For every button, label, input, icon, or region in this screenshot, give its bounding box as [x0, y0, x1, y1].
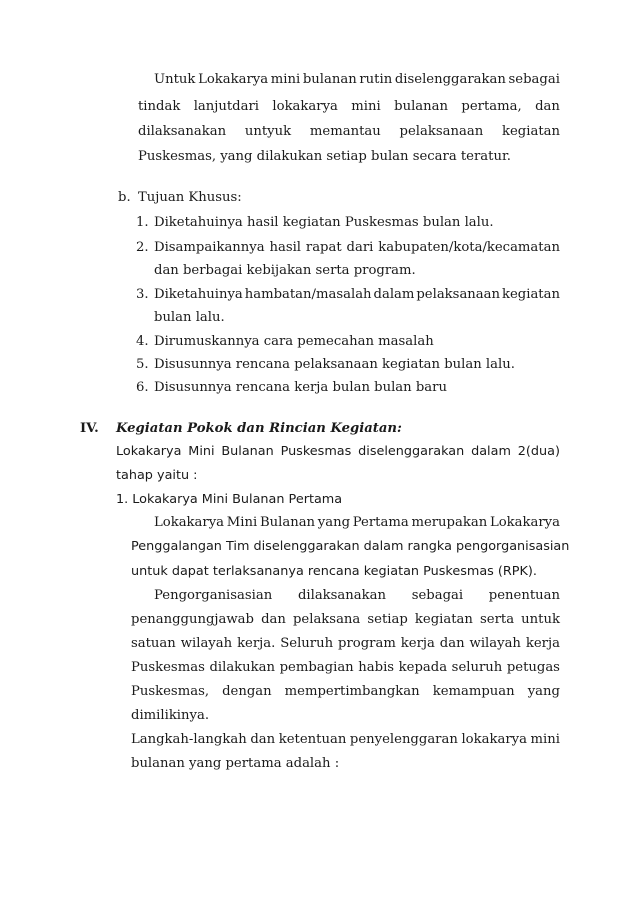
- word: Pengorganisasian: [154, 588, 273, 603]
- subheading: 1. Lokakarya Mini Bulanan Pertama: [116, 492, 343, 507]
- word: diselenggarakan: [358, 444, 465, 459]
- word: kerja.: [237, 636, 276, 651]
- word: penanggungjawab: [131, 612, 254, 627]
- item-number: 4.: [136, 334, 149, 349]
- word: Disampaikannya: [154, 240, 265, 255]
- intro-line-3: [138, 123, 560, 141]
- word: Pertama: [352, 515, 409, 530]
- word: dilaksanakan: [138, 124, 227, 139]
- word: dari: [346, 240, 374, 255]
- word: petugas: [506, 660, 560, 675]
- item-number: 1.: [136, 215, 149, 230]
- list-marker-b: b.: [118, 190, 131, 205]
- word: dilakukan: [209, 660, 276, 675]
- para3-line-2: bulanan yang pertama adalah :: [131, 756, 340, 771]
- word: pertama,: [461, 99, 522, 114]
- word: rapat: [305, 240, 342, 255]
- item-text-cont: dan berbagai kebijakan serta program.: [154, 263, 416, 278]
- intro-line-2: [138, 98, 560, 116]
- word: kegiatan: [414, 612, 473, 627]
- section-title: Kegiatan Pokok dan Rincian Kegiatan:: [116, 421, 402, 436]
- para1-line-1: [154, 514, 560, 532]
- word: memantau: [309, 124, 381, 139]
- item-number: 3.: [136, 287, 149, 302]
- word: kerja: [525, 636, 560, 651]
- word: dan: [250, 732, 276, 747]
- para2-line-2: [131, 611, 560, 629]
- word: pelaksanaan: [416, 287, 501, 302]
- word: Diketahuinya: [154, 287, 243, 302]
- word: Langkah-langkah: [131, 732, 247, 747]
- word: kepada: [398, 660, 448, 675]
- word: Puskesmas,: [131, 684, 210, 699]
- word: Bulanan: [259, 515, 316, 530]
- word: pelaksanaan: [399, 124, 484, 139]
- word: hambatan/masalah: [244, 287, 372, 302]
- word: hasil: [269, 240, 302, 255]
- section-intro-line-1: [116, 443, 560, 461]
- word: Bulanan: [221, 444, 274, 459]
- word: dan: [535, 99, 560, 114]
- word: satuan: [131, 636, 176, 651]
- word: bulanan: [394, 99, 449, 114]
- word: untuk: [521, 612, 560, 627]
- word: habis: [358, 660, 395, 675]
- word: penyelenggaran: [349, 732, 458, 747]
- word: dengan: [222, 684, 272, 699]
- word: sebagai: [411, 588, 464, 603]
- word: penentuan: [488, 588, 560, 603]
- word: kegiatan: [502, 124, 560, 139]
- item-text: Disusunnya rencana pelaksanaan kegiatan bulan lalu.: [154, 357, 515, 372]
- word: kabupaten/kota/kecamatan: [378, 240, 560, 255]
- word: dan: [439, 636, 465, 651]
- item-text: [154, 239, 560, 257]
- item-number: 2.: [136, 240, 149, 255]
- word: Puskesmas: [280, 444, 352, 459]
- word: bulanan: [302, 72, 357, 87]
- item-text: [154, 286, 560, 304]
- para2-line-6: dimilikinya.: [131, 708, 210, 723]
- word: pembagian: [279, 660, 354, 675]
- word: mini: [530, 732, 560, 747]
- word: mempertimbangkan: [284, 684, 420, 699]
- word: yang: [317, 515, 351, 530]
- word: ketentuan: [278, 732, 347, 747]
- word: kerja: [400, 636, 435, 651]
- word: pelaksana: [292, 612, 361, 627]
- intro-line-1: [154, 71, 560, 89]
- word: wilayah: [180, 636, 233, 651]
- word: dan: [261, 612, 286, 627]
- item-number: 6.: [136, 380, 149, 395]
- word: kegiatan: [501, 287, 560, 302]
- word: diselenggarakan: [394, 72, 506, 87]
- word: Seluruh: [280, 636, 334, 651]
- word: Untuk: [154, 72, 196, 87]
- para2-line-1: [154, 587, 560, 605]
- word: kemampuan: [432, 684, 515, 699]
- word: lanjutdari: [193, 99, 259, 114]
- word: mini: [351, 99, 381, 114]
- para2-line-4: [131, 659, 560, 677]
- word: dalam: [471, 444, 511, 459]
- para2-line-5: [131, 683, 560, 701]
- word: lokakarya: [461, 732, 527, 747]
- word: rutin: [359, 72, 393, 87]
- section-numeral: IV.: [80, 421, 99, 436]
- word: mini: [270, 72, 301, 87]
- word: lokakarya: [272, 99, 338, 114]
- word: yang: [527, 684, 560, 699]
- word: Mini: [188, 444, 215, 459]
- tujuan-khusus-heading: Tujuan Khusus:: [138, 190, 242, 205]
- item-text: Dirumuskannya cara pemecahan masalah: [154, 334, 434, 349]
- word: program: [338, 636, 396, 651]
- item-number: 5.: [136, 357, 149, 372]
- word: serta: [480, 612, 515, 627]
- para2-line-3: [131, 635, 560, 653]
- word: Lokakarya: [116, 444, 182, 459]
- word: dalam: [373, 287, 415, 302]
- item-text: Disusunnya rencana kerja bulan bulan baru: [154, 380, 447, 395]
- word: tindak: [138, 99, 181, 114]
- word: 2(dua): [517, 444, 560, 459]
- word: Lokakarya: [154, 515, 225, 530]
- word: setiap: [367, 612, 408, 627]
- word: sebagai: [508, 72, 560, 87]
- intro-line-4: Puskesmas, yang dilakukan setiap bulan secara teratur.: [138, 149, 511, 164]
- word: Lokakarya: [198, 72, 269, 87]
- word: untyuk: [244, 124, 292, 139]
- para1-line-3: untuk dapat terlaksananya rencana kegiatan Puskesmas (RPK).: [131, 564, 537, 579]
- para3-line-1: [131, 731, 560, 749]
- para1-line-2: Penggalangan Tim diselenggarakan dalam rangka pengorganisasian: [131, 539, 570, 554]
- word: seluruh: [451, 660, 503, 675]
- word: merupakan: [411, 515, 488, 530]
- item-text-cont: bulan lalu.: [154, 310, 225, 325]
- word: wilayah: [469, 636, 521, 651]
- word: Mini: [226, 515, 258, 530]
- word: Lokakarya: [489, 515, 560, 530]
- word: Puskesmas: [131, 660, 205, 675]
- item-text: Diketahuinya hasil kegiatan Puskesmas bulan lalu.: [154, 215, 494, 230]
- word: dilaksanakan: [297, 588, 387, 603]
- section-intro-line-2: tahap yaitu :: [116, 468, 198, 483]
